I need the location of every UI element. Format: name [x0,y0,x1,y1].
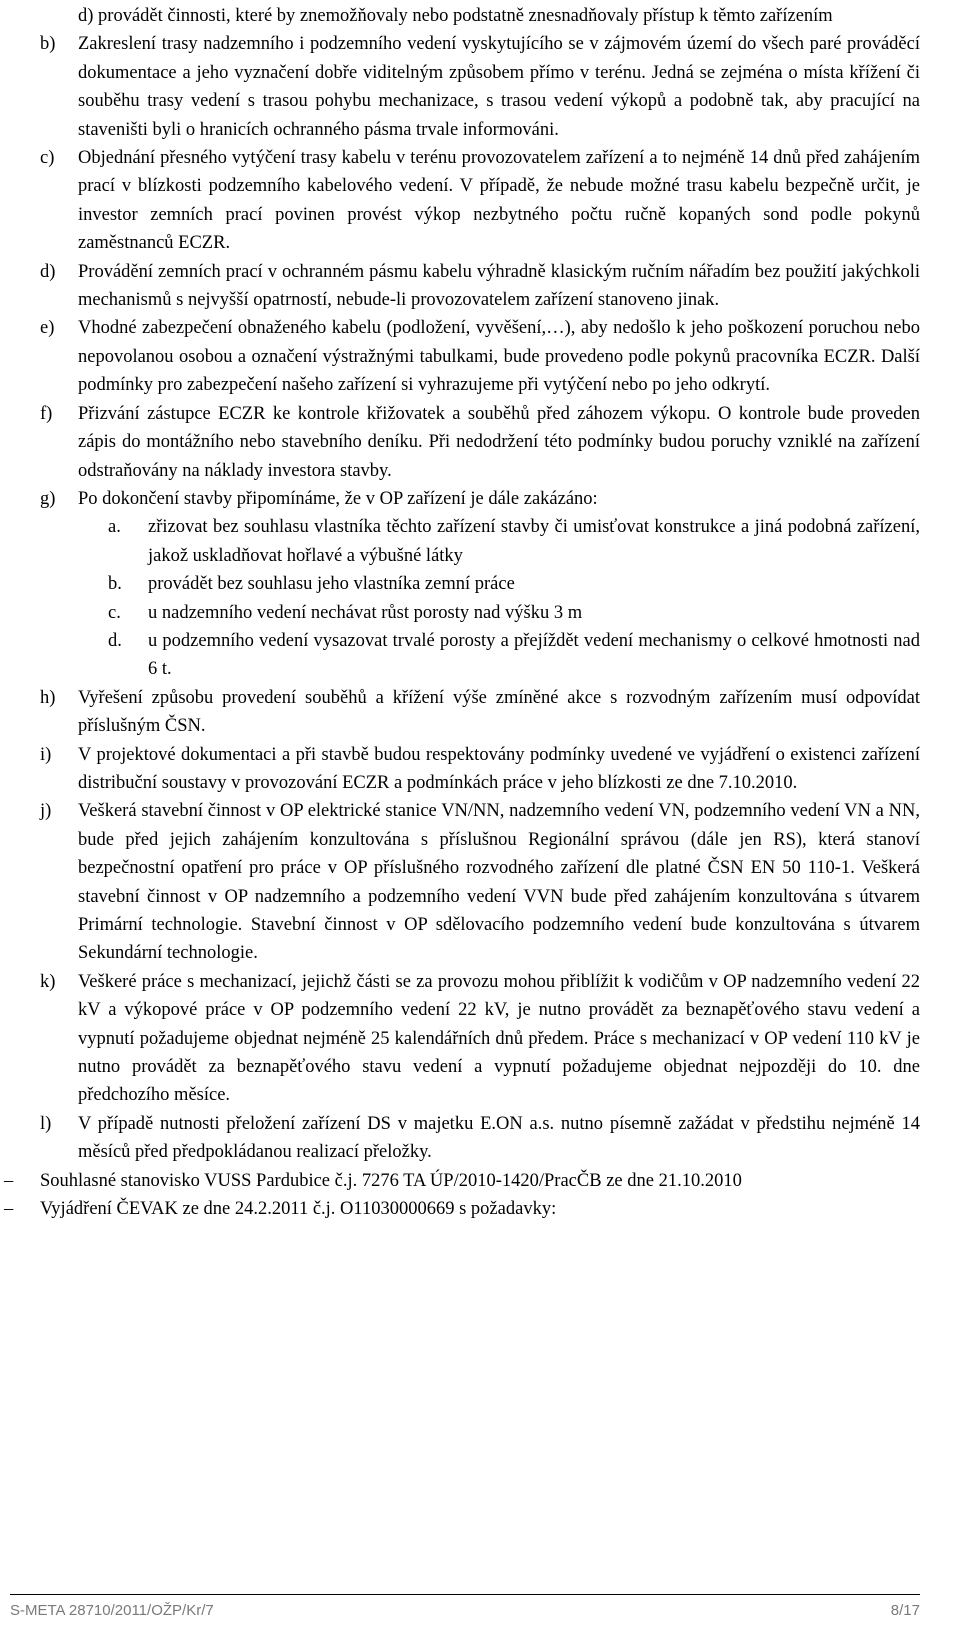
conditions-list-1 [40,30,920,513]
condition-item [40,797,920,967]
prohibition-item [108,599,920,627]
dash-bullet: – [4,1170,14,1191]
item-text: Veškerá stavební činnost v OP elektrické stanice VN/NN, nadzemního vedení VN, podzemního vedení VN a NN, bude před jejich zahájením konzultována s příslušnou Regionální správou (dále jen RS), která stanoví bezpečnostní opatření pro práce v OP příslušného rozvodného zařízení dle platné ČSN EN 50 110-1. Veškerá stavební činnost v OP nadzemního a podzemního vedení VVN bude před zahájením konzultována s útvarem Primární technologie. Stavební činnost v OP sdělovacího podzemního vedení bude konzultována s útvarem Sekundární technologie. [78,801,920,964]
item-text: provádět bez souhlasu jeho vlastníka zemní práce [148,574,515,595]
item-label: i) [40,744,52,765]
item-text: V případě nutnosti přeložení zařízení DS v majetku E.ON a.s. nutno písemně zažádat v předstihu nejméně 14 měsíců před předpokládanou realizací přeložky. [78,1113,920,1163]
prohibitions-sublist [40,513,920,683]
continued-item-d: d) provádět činnosti, které by znemožňovaly nebo podstatně znesnadňovaly přístup k těmto zařízením [78,6,833,26]
statement-text: Vyjádření ČEVAK ze dne 24.2.2011 č.j. O11030000669 s požadavky: [40,1199,557,1220]
statement-text: Souhlasné stanovisko VUSS Pardubice č.j. 7276 TA ÚP/2010-1420/PracČB ze dne 21.10.2010 [40,1170,742,1191]
prohibition-item [108,627,920,684]
prohibition-item [108,513,920,570]
item-label: c. [108,602,121,623]
condition-item [40,30,920,144]
item-label: d. [108,630,122,651]
item-label: g) [40,488,56,509]
prohibition-item [108,570,920,598]
document-reference: S-META 28710/2011/OŽP/Kr/7 [10,1602,214,1619]
condition-item [40,258,920,315]
item-text: zřizovat bez souhlasu vlastníka těchto zařízení stavby či umisťovat konstrukce a jiná podobná zařízení, jakož uskladňovat hořlavé a výbušné látky [148,517,920,566]
item-label: c) [40,148,55,169]
condition-item [40,741,920,798]
document-body [4,2,920,1223]
item-text: Přizvání zástupce ECZR ke kontrole křižovatek a souběhů před záhozem výkopu. O kontrole bude proveden zápis do montážního nebo stavebního deníku. Při nedodržení této podmínky budou poruchy vzniklé na zařízení odstraňovány na náklady investora stavby. [78,403,920,481]
condition-item [40,968,920,1110]
condition-item [40,1110,920,1167]
item-text: Provádění zemních prací v ochranném pásmu kabelu výhradně klasickým ručním nářadím bez použití jakýchkoli mechanismů s nejvyšší opatrností, nebude-li provozovatelem zařízení stanoveno jinak. [78,261,920,311]
dash-bullet: – [4,1199,14,1220]
statement-item [4,1167,920,1195]
item-text: u podzemního vedení vysazovat trvalé porosty a přejíždět vedení mechanismy o celkové hmotnosti nad 6 t. [148,630,920,680]
item-label: j) [40,801,52,822]
item-label: l) [40,1113,52,1134]
item-label: b. [108,574,122,595]
item-text: Vyřešení způsobu provedení souběhů a křížení výše zmíněné akce s rozvodným zařízením musí odpovídat příslušným ČSN. [78,687,920,737]
statement-list [4,1167,920,1224]
item-label: h) [40,687,56,708]
item-label: k) [40,971,56,992]
item-label: f) [40,403,53,424]
item-label: a. [108,517,121,538]
condition-item [40,314,920,399]
item-text: Objednání přesného vytýčení trasy kabelu v terénu provozovatelem zařízení a to nejméně 14 dnů před zahájením prací v blízkosti podzemního kabelového vedení. V případě, že nebude možné trasu kabelu bezpečně určit, je investor zemních prací povinen provést výkop nezbytného počtu ručně kopaných sond podle pokynů zaměstnanců ECZR. [78,148,920,254]
item-text: Zakreslení trasy nadzemního i podzemního vedení vyskytujícího se v zájmovém území do všech paré prováděcí dokumentace a jeho vyznačení dobře viditelným způsobem přímo v terénu. Jedná se zejména o místa křížení či souběhu trasy vedení s trasou pohybu mechanizace, s trasou vedení výkopů a podobně tak, aby pracující na staveništi byli o hranicích ochranného pásma trvale informováni. [78,34,920,140]
page-footer [10,1594,920,1625]
item-text: Po dokončení stavby připomínáme, že v OP zařízení je dále zakázáno: [78,488,598,509]
condition-item [40,400,920,485]
condition-item [40,144,920,258]
condition-item [40,684,920,741]
item-label: e) [40,318,55,339]
item-text: Veškeré práce s mechanizací, jejichž části se za provozu mohou přiblížit k vodičům v OP nadzemního vedení 22 kV a výkopové práce v OP podzemního vedení 22 kV, je nutno provádět za beznapěťového stavu vedení a vypnutí požadujeme objednat nejméně 25 kalendářních dnů předem. Práce s mechanizací v OP vedení 110 kV je nutno provádět za beznapěťového stavu vedení a vypnutí požadujeme objednat nejpozději do 10. dne předchozího měsíce. [78,971,920,1106]
conditions-list-2 [40,684,920,1167]
statement-item [4,1195,920,1223]
page-number: 8/17 [890,1602,920,1619]
item-text: u nadzemního vedení nechávat růst porosty nad výšku 3 m [148,602,583,623]
item-text: V projektové dokumentaci a při stavbě budou respektovány podmínky uvedené ve vyjádření o existenci zařízení distribuční soustavy v provozování ECZR a podmínkách práce v jeho blízkosti ze dne 7.10.2010. [78,744,920,793]
item-label: b) [40,34,56,55]
item-label: d) [40,261,56,282]
item-text: Vhodné zabezpečení obnaženého kabelu (podložení, vyvěšení,…), aby nedošlo k jeho poškození poruchou nebo nepovolanou osobou a označení výstražnými tabulkami, bude provedeno podle pokynů pracovníka ECZR. Další podmínky pro zabezpečení našeho zařízení si vyhrazujeme při vytýčení nebo po jeho odkrytí. [78,318,920,396]
condition-item [40,485,920,513]
